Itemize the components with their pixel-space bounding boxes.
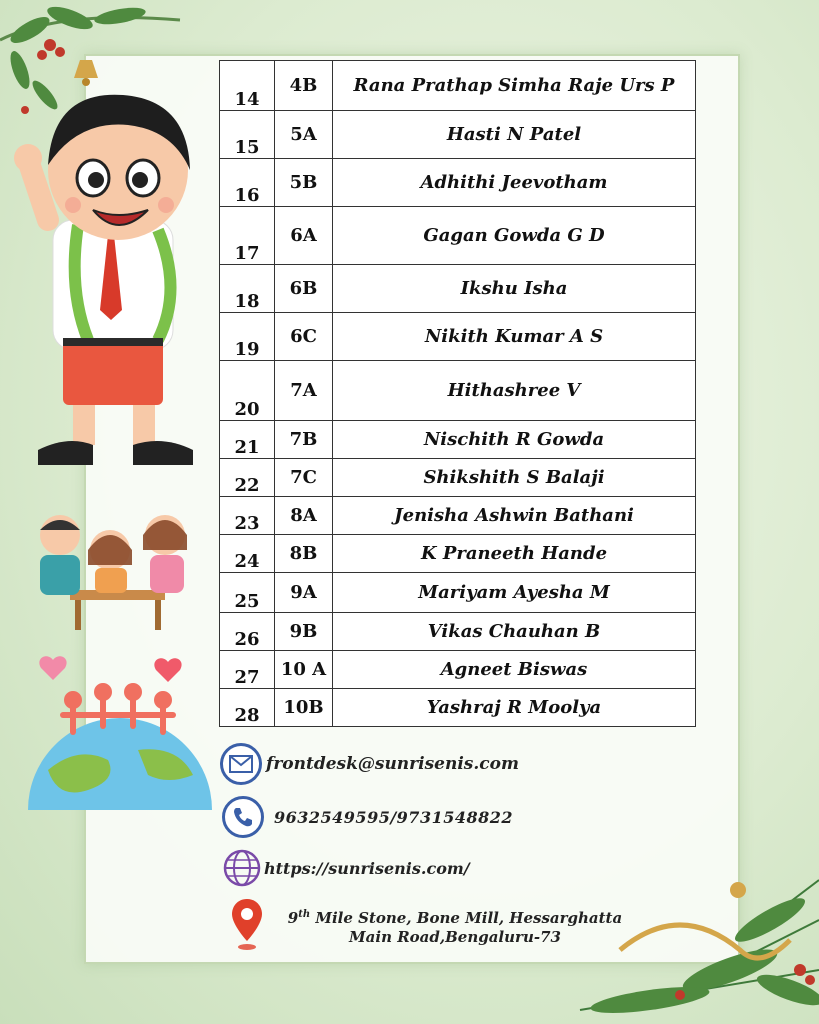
table-row <box>220 159 696 207</box>
serial-number: 14 <box>220 61 275 111</box>
serial-number: 16 <box>220 159 275 207</box>
table-row <box>220 111 696 159</box>
table-row <box>220 61 696 111</box>
boy-cartoon-icon <box>8 70 208 480</box>
kids-studying-icon <box>10 505 200 630</box>
class-cell: 9B <box>275 613 333 651</box>
table-row <box>220 421 696 459</box>
class-cell: 7A <box>275 361 333 421</box>
table-row <box>220 497 696 535</box>
table-row <box>220 207 696 265</box>
class-cell: 6B <box>275 265 333 313</box>
table-row <box>220 535 696 573</box>
table-row <box>220 265 696 313</box>
address-text <box>280 905 630 947</box>
phone-text[interactable]: 9632549595/9731548822 <box>274 807 513 827</box>
class-cell: 5A <box>275 111 333 159</box>
serial-number: 26 <box>220 613 275 651</box>
table-row <box>220 689 696 727</box>
location-pin-icon <box>230 897 264 953</box>
class-cell: 4B <box>275 61 333 111</box>
table-row <box>220 361 696 421</box>
class-cell: 10 A <box>275 651 333 689</box>
student-name: Rana Prathap Simha Raje Urs P <box>333 61 696 111</box>
student-table <box>219 60 696 727</box>
student-name: Vikas Chauhan B <box>333 613 696 651</box>
class-cell: 5B <box>275 159 333 207</box>
globe-with-children-icon <box>28 650 213 815</box>
phone-contact <box>222 796 513 838</box>
envelope-icon <box>220 743 262 785</box>
phone-icon <box>222 796 264 838</box>
student-name: Ikshu Isha <box>333 265 696 313</box>
class-cell: 10B <box>275 689 333 727</box>
email-contact <box>220 743 519 785</box>
class-cell: 8A <box>275 497 333 535</box>
student-name: Nikith Kumar A S <box>333 313 696 361</box>
serial-number: 24 <box>220 535 275 573</box>
student-name: Hithashree V <box>333 361 696 421</box>
student-name: Gagan Gowda G D <box>333 207 696 265</box>
class-cell: 6A <box>275 207 333 265</box>
website-contact <box>222 848 470 888</box>
class-cell: 7B <box>275 421 333 459</box>
student-name: Hasti N Patel <box>333 111 696 159</box>
student-name: K Praneeth Hande <box>333 535 696 573</box>
class-cell: 8B <box>275 535 333 573</box>
serial-number: 23 <box>220 497 275 535</box>
email-text[interactable]: frontdesk@sunrisenis.com <box>266 754 519 774</box>
globe-icon <box>222 848 262 888</box>
website-text[interactable]: https://sunrisenis.com/ <box>264 858 470 878</box>
address-line2: Main Road,Bengaluru-73 <box>349 928 561 946</box>
student-name: Yashraj R Moolya <box>333 689 696 727</box>
student-name: Mariyam Ayesha M <box>333 573 696 613</box>
serial-number: 18 <box>220 265 275 313</box>
serial-number: 25 <box>220 573 275 613</box>
student-name: Adhithi Jeevotham <box>333 159 696 207</box>
class-cell: 9A <box>275 573 333 613</box>
serial-number: 15 <box>220 111 275 159</box>
serial-number: 28 <box>220 689 275 727</box>
serial-number: 19 <box>220 313 275 361</box>
class-cell: 7C <box>275 459 333 497</box>
table-row <box>220 573 696 613</box>
address-line1: 9th Mile Stone, Bone Mill, Hessarghatta <box>287 909 623 927</box>
table-row <box>220 613 696 651</box>
class-cell: 6C <box>275 313 333 361</box>
serial-number: 21 <box>220 421 275 459</box>
table-row <box>220 313 696 361</box>
student-name: Nischith R Gowda <box>333 421 696 459</box>
serial-number: 27 <box>220 651 275 689</box>
student-name: Agneet Biswas <box>333 651 696 689</box>
table-row <box>220 459 696 497</box>
serial-number: 17 <box>220 207 275 265</box>
table-row <box>220 651 696 689</box>
student-name: Jenisha Ashwin Bathani <box>333 497 696 535</box>
student-name: Shikshith S Balaji <box>333 459 696 497</box>
serial-number: 22 <box>220 459 275 497</box>
serial-number: 20 <box>220 361 275 421</box>
